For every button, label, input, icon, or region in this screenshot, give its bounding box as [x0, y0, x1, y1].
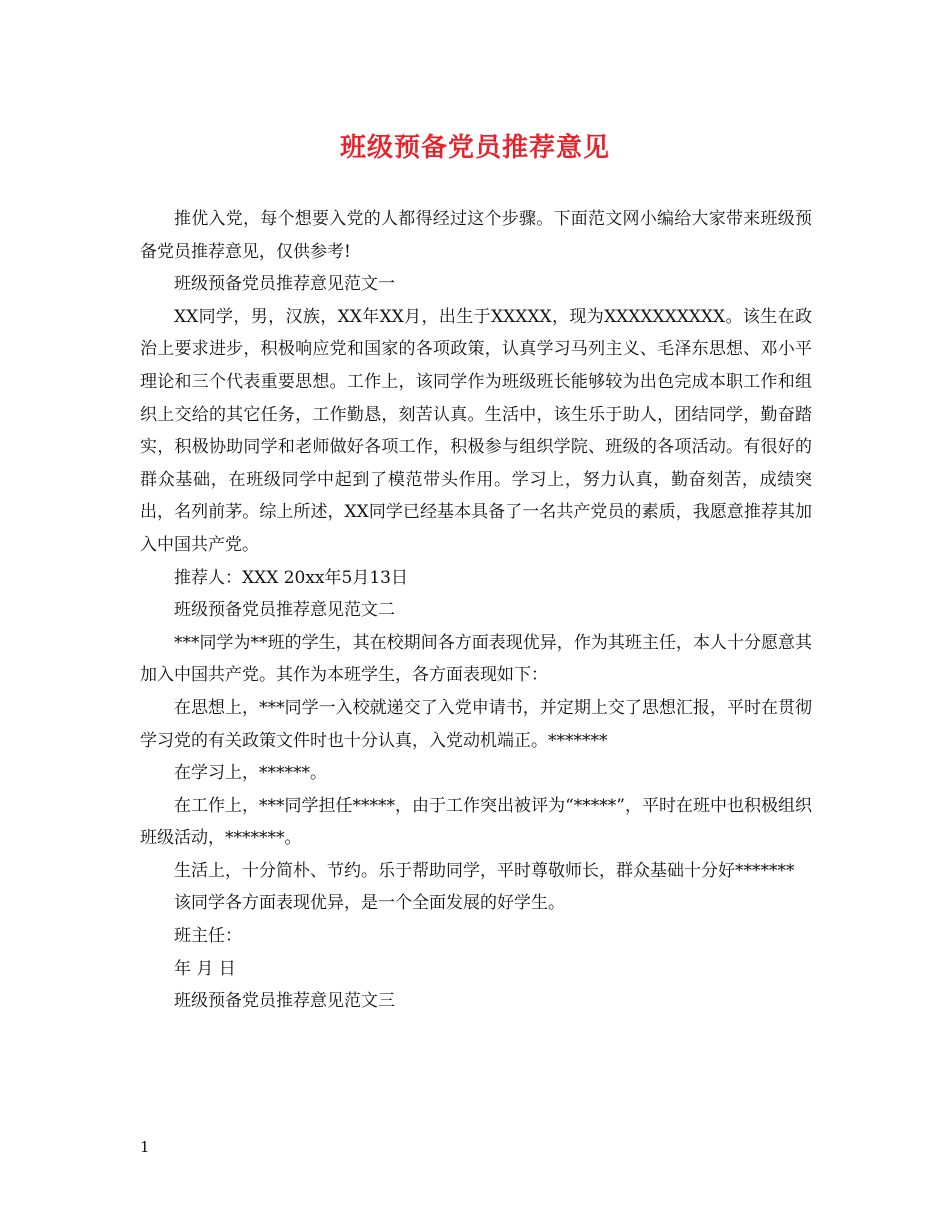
paragraph-life: 生活上，十分简朴、节约。乐于帮助同学，平时尊敬师长，群众基础十分好*******: [174, 860, 795, 881]
paragraph-intro: 推优入党，每个想要入党的人都得经过这个步骤。下面范文网小编给大家带来班级预备党员推荐意见，仅供参考!: [140, 209, 812, 262]
paragraph-work: 在工作上，***同学担任*****，由于工作突出被评为“*****”，平时在班中也积极组织班级活动，*******。: [140, 795, 812, 849]
paragraph-thought: 在思想上，***同学一入校就递交了入党申请书，并定期上交了思想汇报，平时在贯彻学习党的有关政策文件时也十分认真，入党动机端正。*******: [140, 697, 812, 751]
section-heading-1: 班级预备党员推荐意见范文一: [174, 274, 395, 295]
paragraph-teacher: 班主任：: [174, 926, 242, 947]
page-number: 1: [140, 1138, 150, 1156]
paragraph-study: 在学习上，******。: [174, 763, 327, 784]
page-title: 班级预备党员推荐意见: [339, 133, 610, 163]
paragraph-sample-1: XX同学，男，汉族，XX年XX月，出生于XXXXX，现为XXXXXXXXXX。该生在政治上要求进步，积极响应党和国家的各项政策，认真学习马列主义、毛泽东思想、邓小平理论和三个代表重要思想。工作上，该同学作为班级班长能够较为出色完成本职工作和组织上交给的其它任务，工作勤恳，刻苦认真。生活中，该生乐于助人，团结同学，勤奋踏实，积极协助同学和老师做好各项工作，积极参与组织学院、班级的各项活动。有很好的群众基础，在班级同学中起到了模范带头作用。学习上，努力认真，勤奋刻苦，成绩突出，名列前茅。综上所述，XX同学已经基本具备了一名共产党员的素质，我愿意推荐其加入中国共产党。: [140, 306, 812, 555]
paragraph-sample-2-intro: ***同学为**班的学生，其在校期间各方面表现优异，作为其班主任，本人十分愿意其加入中国共产党。其作为本班学生，各方面表现如下：: [140, 632, 812, 686]
section-heading-2: 班级预备党员推荐意见范文二: [174, 600, 395, 621]
paragraph-date: 年 月 日: [174, 958, 236, 979]
paragraph-summary: 该同学各方面表现优异，是一个全面发展的好学生。: [174, 893, 565, 914]
paragraph-recommender: 推荐人：XXX 20xx年5月13日: [174, 567, 408, 588]
section-heading-3: 班级预备党员推荐意见范文三: [174, 991, 395, 1012]
document-body: [140, 203, 812, 1018]
